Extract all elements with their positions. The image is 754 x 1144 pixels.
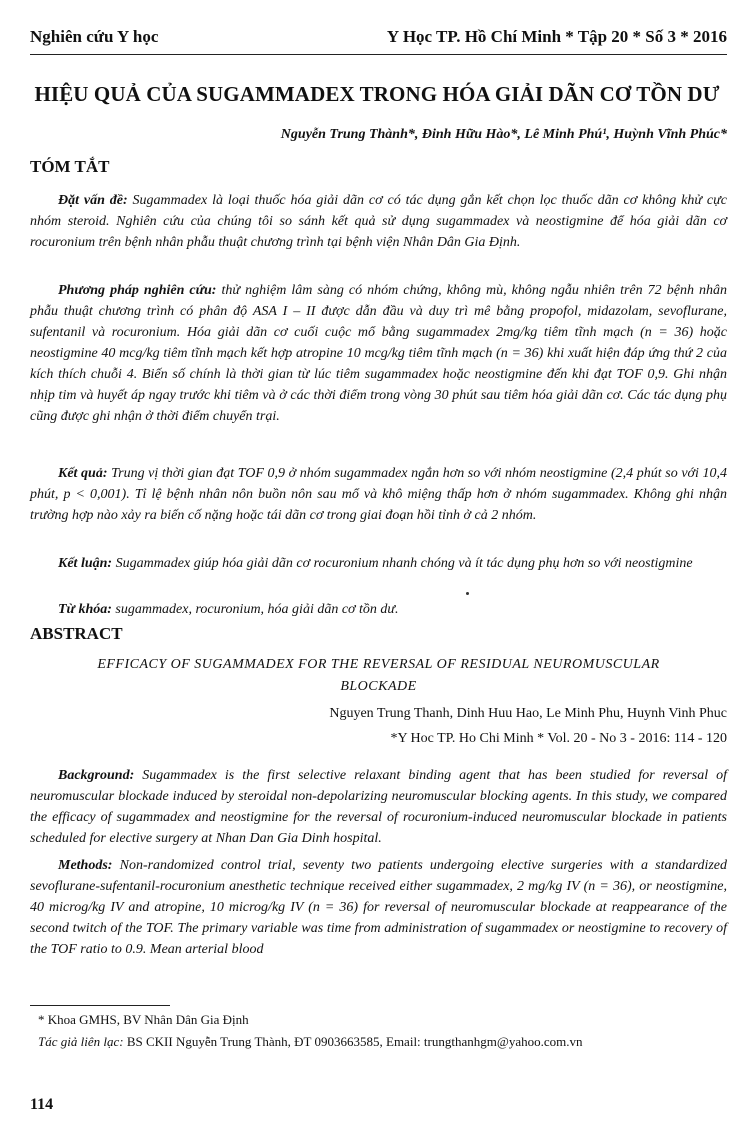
dat-van-de-paragraph: [30, 190, 727, 253]
ket-luan-paragraph: [30, 553, 727, 574]
footnote-affiliation: * Khoa GMHS, BV Nhân Dân Gia Định: [38, 1012, 249, 1027]
tomtat-heading: TÓM TẮT: [30, 157, 110, 176]
english-title-line-2: BLOCKADE: [340, 679, 417, 694]
tu-khoa-text: sugammadex, rocuronium, hóa giải dãn cơ tồn dư.: [111, 602, 399, 617]
ket-luan-text: Sugammadex giúp hóa giải dãn cơ rocuronium nhanh chóng và ít tác dụng phụ hơn so với neostigmine: [112, 556, 693, 571]
citation: *Y Hoc TP. Ho Chi Minh * Vol. 20 - No 3 - 2016: 114 - 120: [390, 731, 727, 746]
header-rule: [30, 54, 727, 55]
authors-english: Nguyen Trung Thanh, Dinh Huu Hao, Le Minh Phu, Huynh Vinh Phuc: [329, 706, 727, 721]
background-paragraph: [30, 765, 727, 849]
english-title-line-1: EFFICACY OF SUGAMMADEX FOR THE REVERSAL OF RESIDUAL NEUROMUSCULAR: [97, 657, 660, 672]
tu-khoa-label: Từ khóa:: [58, 602, 112, 617]
ket-qua-label: Kết quả:: [58, 466, 108, 481]
footnote-contact: [38, 1034, 582, 1050]
page-number: 114: [30, 1096, 54, 1113]
article-title: HIỆU QUẢ CỦA SUGAMMADEX TRONG HÓA GIẢI DÃN CƠ TỒN DƯ: [34, 82, 720, 106]
footnote-contact-text: BS CKII Nguyễn Trung Thành, ĐT 0903663585, Email: trungthanhgm@yahoo.com.vn: [123, 1034, 583, 1049]
background-label: Background:: [58, 768, 135, 783]
dat-van-de-label: Đặt vấn đề:: [58, 193, 128, 208]
running-header-right: Y Học TP. Hồ Chí Minh * Tập 20 * Số 3 * 2016: [386, 27, 727, 46]
footnote-contact-label: Tác giả liên lạc:: [38, 1034, 124, 1049]
abstract-heading: ABSTRACT: [30, 624, 123, 643]
background-text: Sugammadex is the first selective relaxant binding agent that has been studied for reversal of neuromuscular blockade induced by steroidal non-depolarizing neuromuscular blocking agents. In this study, we compared the efficacy of sugammadex and neostigmine for the reversal of rocuronium-induced neuromuscular blockade in patients scheduled for elective surgery at Nhan Dan Gia Dinh hospital.: [30, 768, 727, 846]
ket-qua-paragraph: [30, 463, 727, 526]
phuong-phap-paragraph: [30, 280, 727, 427]
methods-paragraph: [30, 855, 727, 960]
methods-label: Methods:: [58, 858, 113, 873]
running-header-left: Nghiên cứu Y học: [30, 27, 159, 46]
authors-vietnamese: Nguyễn Trung Thành*, Đinh Hữu Hào*, Lê Minh Phú¹, Huỳnh Vĩnh Phúc*: [280, 127, 727, 142]
phuong-phap-label: Phương pháp nghiên cứu:: [58, 283, 217, 298]
english-title: [30, 654, 727, 698]
ket-luan-label: Kết luận:: [58, 556, 113, 571]
phuong-phap-text: thử nghiệm lâm sàng có nhóm chứng, không mù, không ngẫu nhiên trên 72 bệnh nhân phẫu thuật chương trình có phân độ ASA I – II được dẫn đầu và duy trì mê bằng propofol, midazolam, sevoflurane, sufentanil và rocuronium. Hóa giải dãn cơ cuối cuộc mổ bằng sugammadex 2mg/kg tiêm tĩnh mạch (n = 36) hoặc neostigmine 40 mcg/kg tiêm tĩnh mạch kết hợp atropine 10 mcg/kg tiêm tĩnh mạch (n = 36) khi xuất hiện đáp ứng thứ 2 của kích thích chuỗi 4. Biến số chính là thời gian từ lúc tiêm sugammadex hoặc neostigmine đến khi đạt TOF 0,9. Ghi nhận nhịp tim và huyết áp ngay trước khi tiêm và ở các thời điểm trong vòng 30 phút sau tiêm hóa giải dãn cơ. Các tác dụng phụ cũng được ghi nhận ở thời điểm chuyển trại.: [30, 283, 727, 424]
methods-text: Non-randomized control trial, seventy two patients undergoing elective surgeries with a standardized sevoflurane-sufentanil-rocuronium anesthetic technique received either sugammadex, 2 mg/kg IV (n = 36), or neostigmine, 40 microg/kg IV and atropine, 10 microg/kg IV (n = 36) for reversal of neuromuscular blockade at reappearance of the second twitch of the TOF. The primary variable was time from administration of sugammadex or neostigmine to recovery of the TOF ratio to 0.9. Mean arterial blood: [30, 858, 727, 957]
dat-van-de-text: Sugammadex là loại thuốc hóa giải dãn cơ có tác dụng gắn kết chọn lọc thuốc dãn cơ không khử cực nhóm steroid. Nghiên cứu của chúng tôi so sánh kết quả sử dụng sugammadex và neostigmine để hóa giải dãn cơ rocuronium trên bệnh nhân phẫu thuật chương trình tại bệnh viện Nhân Dân Gia Định.: [30, 193, 727, 250]
stray-dot: [466, 592, 469, 595]
tu-khoa-paragraph: [30, 599, 727, 620]
footnote-rule: [30, 1005, 170, 1006]
ket-qua-text: Trung vị thời gian đạt TOF 0,9 ở nhóm sugammadex ngắn hơn so với nhóm neostigmine (2,4 phút so với 10,4 phút, p < 0,001). Tỉ lệ bệnh nhân nôn buồn nôn sau mổ và khô miệng thấp hơn ở nhóm sugammadex. Không ghi nhận trường hợp nào xảy ra biến cố nặng hoặc tái dãn cơ trong giai đoạn hồi tỉnh ở cả 2 nhóm.: [30, 466, 727, 523]
